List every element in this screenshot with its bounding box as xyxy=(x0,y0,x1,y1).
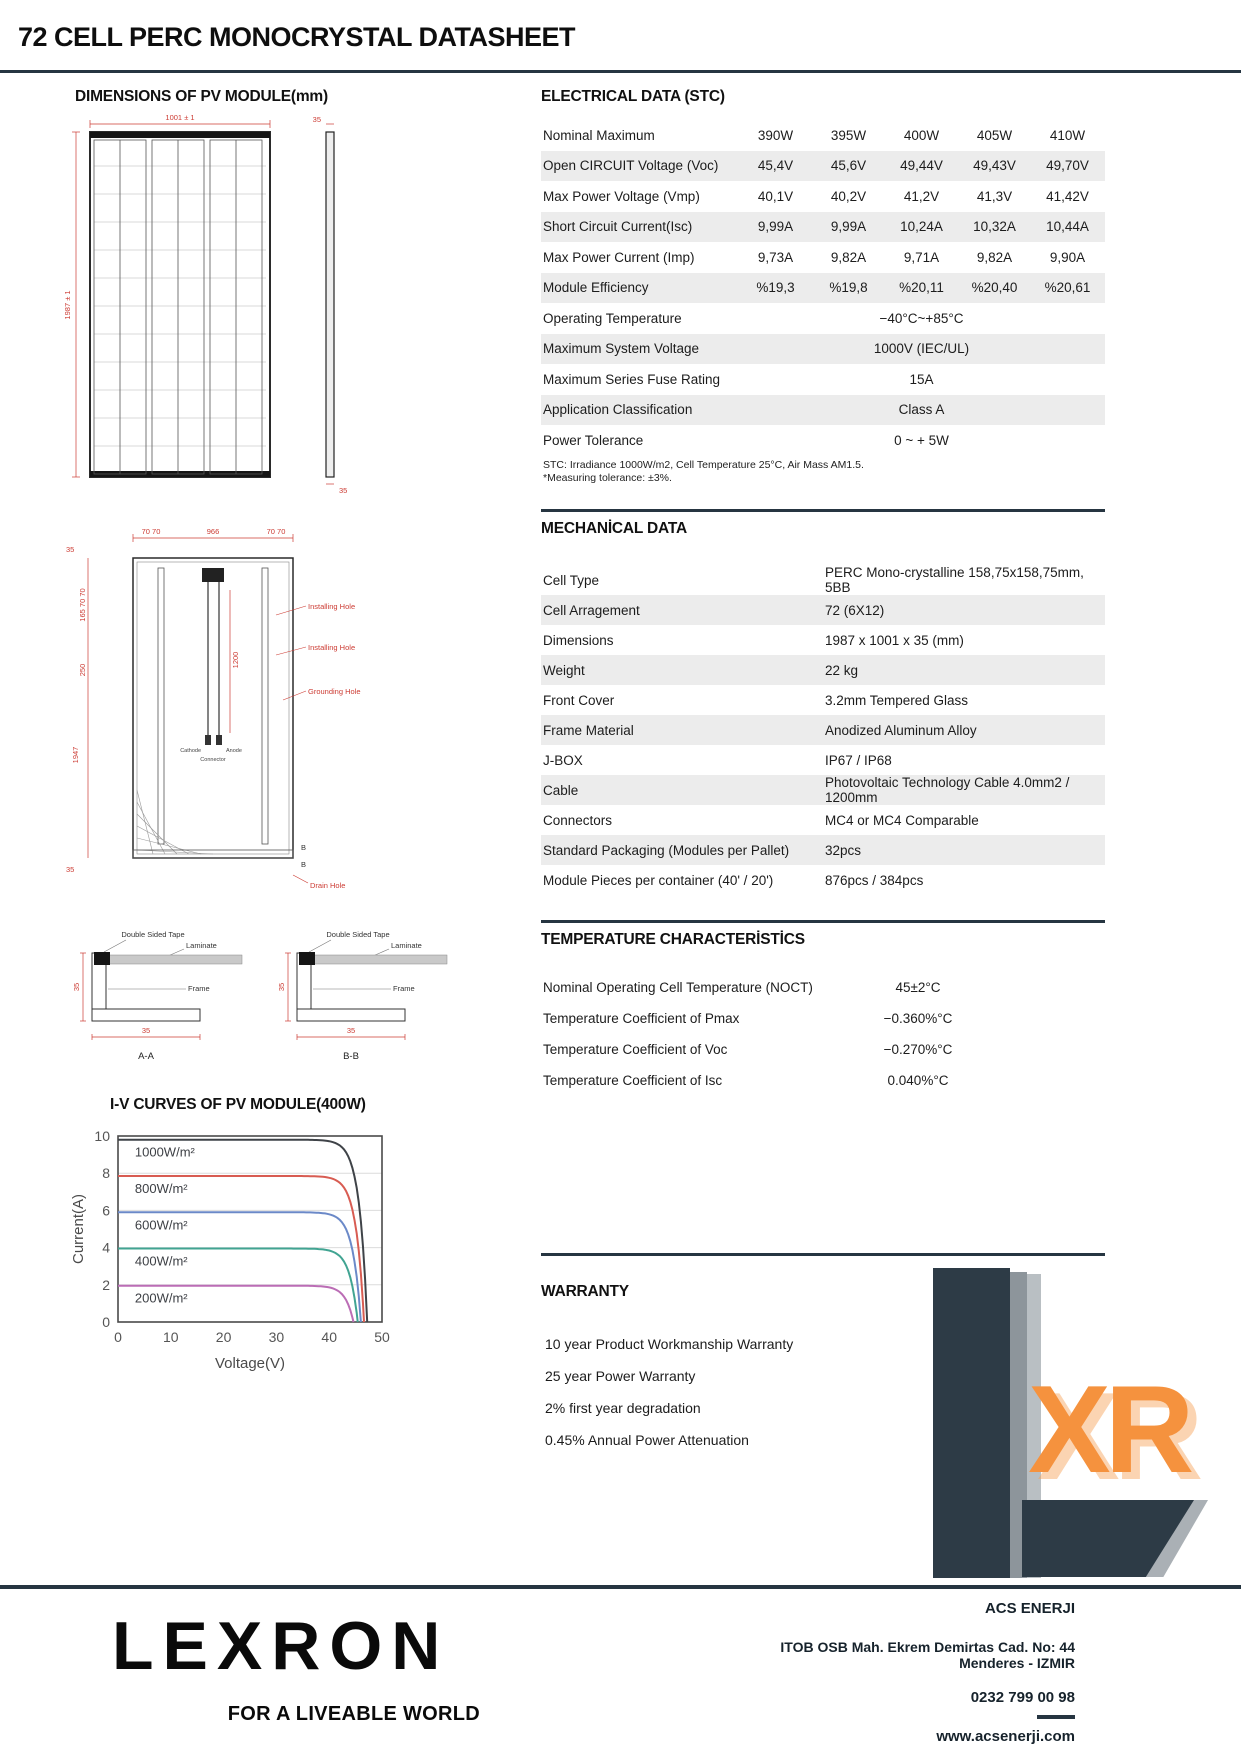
cell-value: 405W xyxy=(976,127,1013,143)
cell-value: 3.2mm Tempered Glass xyxy=(825,692,969,708)
back-dim-top-center: 966 xyxy=(206,527,220,536)
cell-value: 32pcs xyxy=(825,842,862,858)
cell-value: IP67 / IP68 xyxy=(825,752,892,768)
cell-value: 41,3V xyxy=(976,188,1013,204)
cell-value: %19,3 xyxy=(756,280,795,296)
section-dim-v: 35 xyxy=(72,982,81,992)
front-width-dim: 1001 ± 1 xyxy=(165,113,195,122)
cell-value: 49,70V xyxy=(1046,158,1089,174)
mechanical-title: MECHANİCAL DATA xyxy=(541,520,687,537)
table-row xyxy=(541,120,1105,151)
header-rule xyxy=(0,70,1241,73)
table-row xyxy=(541,334,1105,365)
cell-value: −40°C~+85°C xyxy=(879,310,964,326)
cell-value: 40,1V xyxy=(757,188,794,204)
section-dim-h: 35 xyxy=(141,1026,151,1035)
stc-notes xyxy=(543,459,864,485)
cell-value: 9,82A xyxy=(976,249,1013,265)
cell-value: 395W xyxy=(830,127,867,143)
cell-value: 49,43V xyxy=(973,158,1016,174)
table-row xyxy=(541,972,1105,1003)
table-row xyxy=(541,655,1105,685)
mechanical-table xyxy=(541,565,1105,895)
cell-value: 1000V (IEC/UL) xyxy=(873,341,970,357)
table-row xyxy=(541,242,1105,273)
row-label: Front Cover xyxy=(543,692,615,708)
cell-value: 400W xyxy=(903,127,940,143)
x-axis-label: Voltage(V) xyxy=(214,1355,286,1372)
cell-value: 41,42V xyxy=(1046,188,1089,204)
back-section-mark-2: B xyxy=(301,860,307,869)
cell-value: 0.040%°C xyxy=(887,1073,949,1088)
table-row xyxy=(541,212,1105,243)
y-tick-label: 0 xyxy=(102,1314,110,1330)
y-tick-label: 6 xyxy=(102,1202,110,1219)
row-label: Short Circuit Current(Isc) xyxy=(543,219,693,235)
table-row xyxy=(541,1065,1105,1096)
table-row xyxy=(541,805,1105,835)
x-tick-label: 10 xyxy=(163,1329,179,1345)
row-label: Max Power Current (Imp) xyxy=(543,249,695,265)
section-divider xyxy=(541,509,1105,512)
table-row xyxy=(541,151,1105,182)
row-label: Weight xyxy=(543,662,585,678)
table-row xyxy=(541,835,1105,865)
front-thickness-top-dim: 35 xyxy=(312,115,321,124)
cell-value: MC4 or MC4 Comparable xyxy=(825,812,979,828)
back-dim-left-1: 35 xyxy=(66,545,75,554)
x-tick-label: 20 xyxy=(215,1329,232,1345)
address-line-2: Menderes - IZMIR xyxy=(959,1655,1075,1671)
cell-value: 9,71A xyxy=(903,249,940,265)
electrical-title: ELECTRICAL DATA (STC) xyxy=(541,88,725,105)
row-label: Power Tolerance xyxy=(543,432,644,448)
cell-value: 22 kg xyxy=(825,662,859,678)
cell-value: 9,82A xyxy=(830,249,867,265)
curve-label: 800W/m² xyxy=(134,1180,188,1196)
row-label: Operating Temperature xyxy=(543,310,682,326)
back-cathode-label: Cathode xyxy=(180,748,201,754)
phone-number: 0232 799 00 98 xyxy=(970,1689,1075,1706)
warranty-list xyxy=(545,1328,793,1456)
xr-logo-bar xyxy=(933,1268,1010,1578)
table-row xyxy=(541,303,1105,334)
back-dim-center: 1200 xyxy=(231,651,240,669)
y-tick-label: 2 xyxy=(102,1276,110,1293)
cell-value: 15A xyxy=(909,371,934,387)
list-item: 25 year Power Warranty xyxy=(545,1368,696,1384)
table-row xyxy=(541,364,1105,395)
iv-curves-chart xyxy=(70,1124,402,1374)
laminate-label: Laminate xyxy=(391,941,422,950)
table-row xyxy=(541,395,1105,426)
section-caption: A-A xyxy=(138,1051,154,1062)
back-dim-top-left: 70 70 xyxy=(141,527,161,536)
front-view-drawing xyxy=(58,110,388,505)
address-line-1: ITOB OSB Mah. Ekrem Demirtas Cad. No: 44 xyxy=(780,1639,1075,1655)
lexron-tagline: FOR A LIVEABLE WORLD xyxy=(227,1703,480,1725)
electrical-table xyxy=(541,120,1105,456)
back-grounding-hole: Grounding Hole xyxy=(308,687,361,696)
list-item: 0.45% Annual Power Attenuation xyxy=(545,1432,749,1448)
table-row xyxy=(541,425,1105,456)
cell-value: 9,99A xyxy=(757,219,794,235)
cell-value: %20,40 xyxy=(971,280,1018,296)
section-dim-v: 35 xyxy=(277,982,286,992)
row-label: Temperature Coefficient of Voc xyxy=(543,1042,728,1057)
cell-value: 49,44V xyxy=(900,158,943,174)
cell-value: 390W xyxy=(757,127,794,143)
row-label: Nominal Operating Cell Temperature (NOCT) xyxy=(543,980,813,995)
cell-value: %20,61 xyxy=(1044,280,1091,296)
curve-label: 400W/m² xyxy=(134,1253,188,1269)
section-divider xyxy=(541,920,1105,923)
back-installing-hole-2: Installing Hole xyxy=(308,643,356,652)
frame-label: Frame xyxy=(393,984,415,993)
cell-value: 9,73A xyxy=(757,249,794,265)
x-tick-label: 50 xyxy=(374,1329,390,1345)
company-name: ACS ENERJI xyxy=(984,1600,1075,1617)
section-dim-h: 35 xyxy=(346,1026,356,1035)
table-row xyxy=(541,685,1105,715)
cell-value: 45,6V xyxy=(830,158,867,174)
cell-value: 876pcs / 384pcs xyxy=(825,872,924,888)
row-label: Standard Packaging (Modules per Pallet) xyxy=(543,842,790,858)
footer-rule xyxy=(0,1585,1241,1589)
back-drain-hole: Drain Hole xyxy=(310,881,346,890)
back-dim-left-2: 165 70 70 xyxy=(78,588,87,622)
cell-value: Anodized Aluminum Alloy xyxy=(825,722,977,738)
lexron-logo: LEXRON xyxy=(112,1608,450,1684)
front-thickness-bottom-dim: 35 xyxy=(339,486,348,495)
row-label: Nominal Maximum xyxy=(543,127,655,143)
back-dim-left-3: 250 xyxy=(78,663,87,677)
table-row xyxy=(541,715,1105,745)
row-label: J-BOX xyxy=(543,752,583,768)
iv-curves-title: I-V CURVES OF PV MODULE(400W) xyxy=(110,1096,366,1113)
cell-value: 45±2°C xyxy=(895,980,941,995)
cell-value: 10,24A xyxy=(900,219,943,235)
row-label: Module Efficiency xyxy=(543,280,649,296)
warranty-title: WARRANTY xyxy=(541,1283,629,1300)
row-label: Cell Type xyxy=(543,572,600,588)
cell-value: 1987 x 1001 x 35 (mm) xyxy=(825,632,964,648)
row-label: Maximum System Voltage xyxy=(543,341,700,357)
back-section-mark-1: B xyxy=(301,843,307,852)
list-item: 10 year Product Workmanship Warranty xyxy=(545,1336,794,1352)
x-tick-label: 30 xyxy=(268,1329,285,1345)
table-row xyxy=(541,625,1105,655)
cell-value: %19,8 xyxy=(829,280,868,296)
table-row xyxy=(541,745,1105,775)
tape-label: Double Sided Tape xyxy=(326,930,390,939)
section-divider xyxy=(541,1253,1105,1256)
row-label: Connectors xyxy=(543,812,613,828)
x-tick-label: 0 xyxy=(114,1329,122,1345)
laminate-label: Laminate xyxy=(186,941,217,950)
back-anode-label: Anode xyxy=(226,748,242,754)
stc-note-1: STC: Irradiance 1000W/m2, Cell Temperature 25°C, Air Mass AM1.5. xyxy=(543,459,864,471)
row-label: Max Power Voltage (Vmp) xyxy=(543,188,700,204)
cell-value: 45,4V xyxy=(757,158,794,174)
back-installing-hole-1: Installing Hole xyxy=(308,602,356,611)
xr-logo-text: XR xyxy=(1028,1361,1189,1499)
dimensions-title: DIMENSIONS OF PV MODULE(mm) xyxy=(75,88,328,105)
cell-value: 0 ~ + 5W xyxy=(894,432,949,448)
y-axis-label: Current(A) xyxy=(70,1193,87,1265)
cell-value: −0.360%°C xyxy=(883,1011,953,1026)
curve-label: 600W/m² xyxy=(134,1217,188,1233)
website-url[interactable]: www.acsenerji.com xyxy=(936,1728,1075,1745)
row-label: Cell Arragement xyxy=(543,602,640,618)
cell-value: 40,2V xyxy=(830,188,867,204)
table-row xyxy=(541,273,1105,304)
cell-value: 9,90A xyxy=(1049,249,1086,265)
curve-label: 200W/m² xyxy=(134,1290,188,1306)
y-tick-label: 4 xyxy=(102,1239,110,1256)
cell-value: 10,44A xyxy=(1046,219,1089,235)
cell-value: Class A xyxy=(898,402,945,418)
row-label: Dimensions xyxy=(543,632,614,648)
cell-value: PERC Mono-crystalline 158,75x158,75mm, 5BB xyxy=(825,565,1084,595)
back-dim-left-4: 1947 xyxy=(71,746,80,764)
x-tick-label: 40 xyxy=(321,1329,337,1345)
cell-value: 41,2V xyxy=(903,188,940,204)
back-dim-top-right: 70 70 xyxy=(266,527,286,536)
cell-value: −0.270%°C xyxy=(883,1042,953,1057)
row-label: Cable xyxy=(543,782,579,798)
table-row xyxy=(541,181,1105,212)
tape-label: Double Sided Tape xyxy=(121,930,185,939)
table-row xyxy=(541,1003,1105,1034)
cross-sections-drawing xyxy=(58,925,488,1070)
cell-value: Photovoltaic Technology Cable 4.0mm2 / 1200mm xyxy=(825,775,1070,805)
cell-value: 9,99A xyxy=(830,219,867,235)
row-label: Temperature Coefficient of Pmax xyxy=(543,1011,740,1026)
back-dim-bottom: 35 xyxy=(66,865,75,874)
y-tick-label: 8 xyxy=(102,1165,110,1182)
row-label: Module Pieces per container (40' / 20') xyxy=(543,872,774,888)
row-label: Application Classification xyxy=(543,402,693,418)
table-row xyxy=(541,865,1105,895)
footer-contact xyxy=(655,1600,1075,1745)
row-label: Open CIRCUIT Voltage (Voc) xyxy=(543,158,719,174)
cell-value: 10,32A xyxy=(973,219,1016,235)
cell-value: 72 (6X12) xyxy=(825,602,885,618)
curve-label: 1000W/m² xyxy=(134,1144,195,1160)
row-label: Temperature Coefficient of Isc xyxy=(543,1073,723,1088)
stc-note-2: *Measuring tolerance: ±3%. xyxy=(543,472,672,484)
y-tick-label: 10 xyxy=(94,1128,110,1144)
cell-value: 410W xyxy=(1049,127,1086,143)
list-item: 2% first year degradation xyxy=(545,1400,701,1416)
front-height-dim: 1987 ± 1 xyxy=(63,290,72,320)
table-row xyxy=(541,775,1105,805)
table-row xyxy=(541,565,1105,595)
table-row xyxy=(541,595,1105,625)
page-title: 72 CELL PERC MONOCRYSTAL DATASHEET xyxy=(18,22,576,52)
temperature-table xyxy=(541,972,1105,1096)
back-view-drawing xyxy=(58,520,438,910)
footer-mini-rule xyxy=(1037,1715,1075,1719)
temperature-title: TEMPERATURE CHARACTERİSTİCS xyxy=(541,931,805,948)
row-label: Frame Material xyxy=(543,722,634,738)
cell-value: %20,11 xyxy=(899,280,944,296)
row-label: Maximum Series Fuse Rating xyxy=(543,371,721,387)
back-connector-label: Connector xyxy=(200,757,226,763)
table-row xyxy=(541,1034,1105,1065)
frame-label: Frame xyxy=(188,984,210,993)
section-caption: B-B xyxy=(343,1051,359,1062)
